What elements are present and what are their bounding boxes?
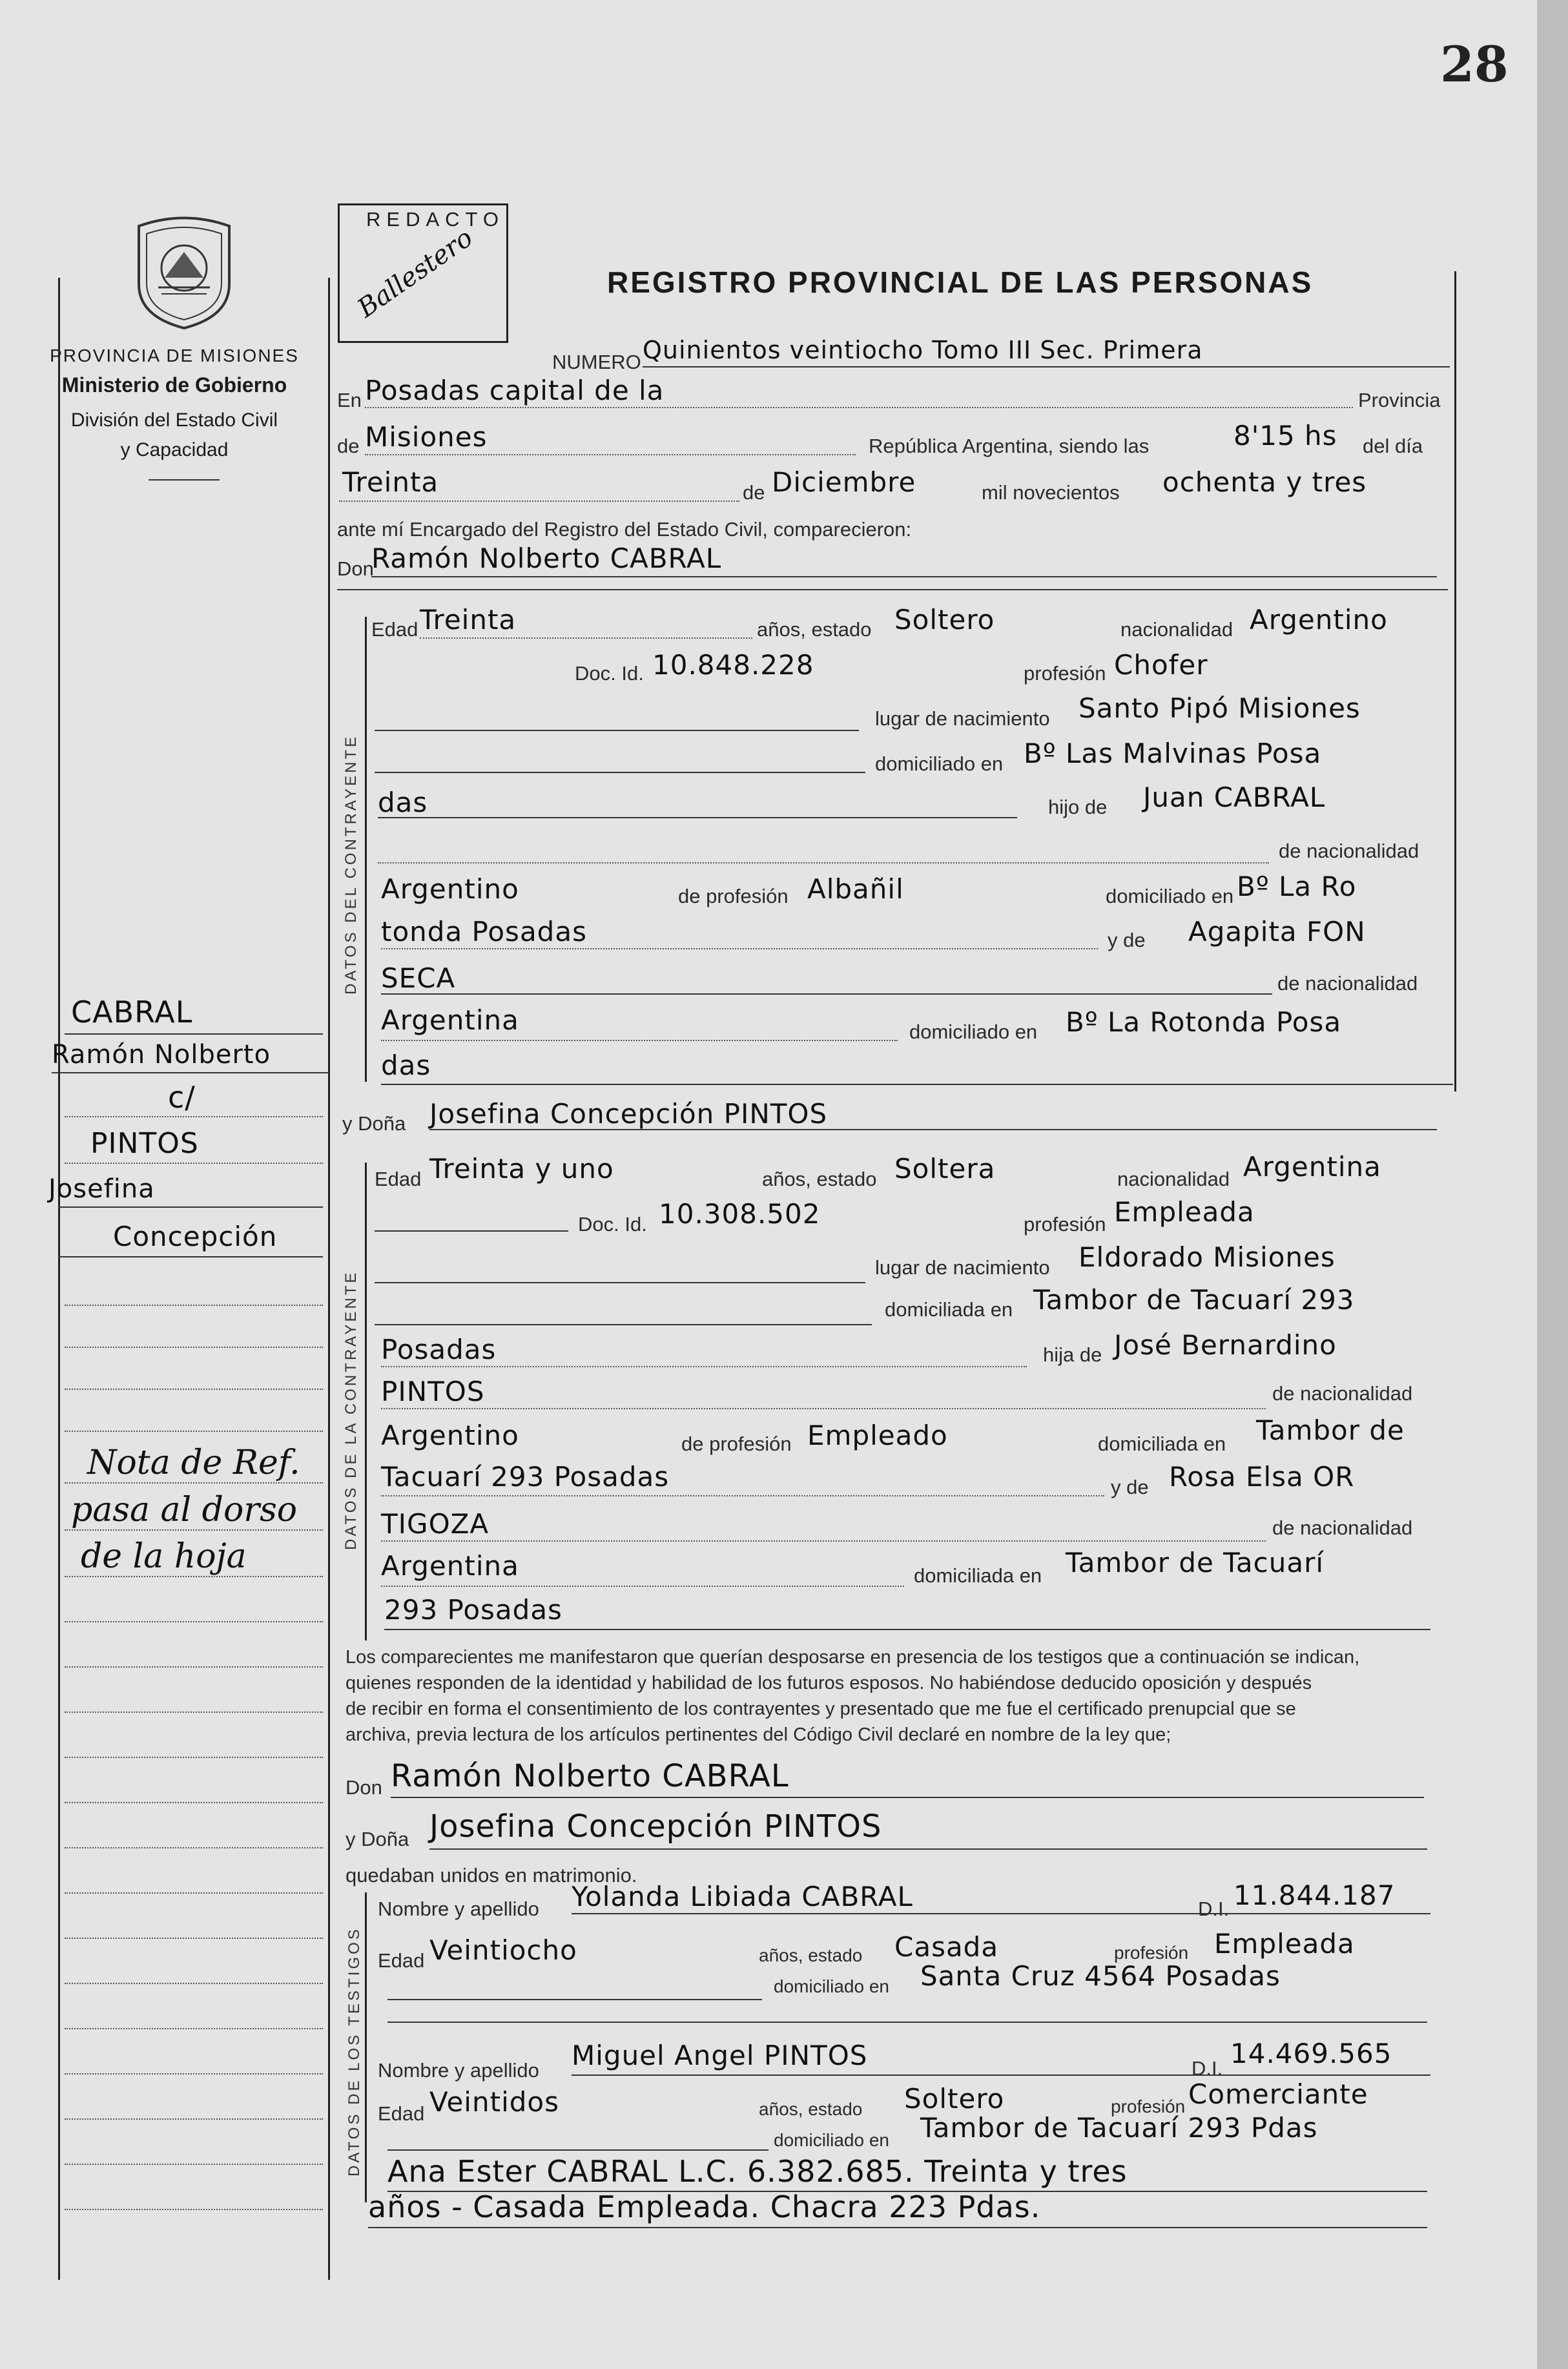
- testigo2-edad-label: Edad: [378, 2102, 425, 2125]
- profesion-label-2: profesión: [1024, 1213, 1106, 1236]
- de-profesion-label-2: de profesión: [681, 1433, 792, 1455]
- doc-label: Doc. Id.: [575, 662, 644, 685]
- line: [365, 407, 1353, 408]
- line: [375, 772, 865, 773]
- testigo2-doc-label: D.I.: [1191, 2057, 1223, 2080]
- line: [375, 1324, 872, 1325]
- dona-value-2: Josefina Concepción PINTOS: [429, 1808, 882, 1845]
- line: [65, 1529, 323, 1531]
- line: [572, 1913, 1430, 1914]
- line: [65, 2073, 323, 2074]
- madre-dom-cont-2: 293 Posadas: [384, 1594, 562, 1626]
- doc-value-2: 10.308.502: [659, 1198, 821, 1230]
- testigo2-dom-label: domiciliado en: [774, 2130, 889, 2150]
- redacto-signature: Ballestero: [352, 223, 479, 324]
- republica-label: República Argentina, siendo las: [869, 435, 1150, 457]
- margen-nombre-2a: Josefina: [48, 1174, 155, 1204]
- line: [65, 1938, 323, 1939]
- line: [387, 2022, 1427, 2023]
- testigo2-dom: Tambor de Tacuarí 293 Pdas: [920, 2112, 1318, 2144]
- declaracion-p2: quienes responden de la identidad y habilidad de los futuros esposos. No habiéndose deducido oposición y después: [346, 1673, 1312, 1693]
- edad-label-2: Edad: [375, 1168, 422, 1190]
- y-de-label-2: y de: [1111, 1476, 1149, 1498]
- line: [65, 1621, 323, 1622]
- testigo2-doc: 14.469.565: [1230, 2038, 1392, 2069]
- line: [65, 1847, 323, 1848]
- madre-cont-2: TIGOZA: [381, 1508, 490, 1540]
- de-nacionalidad-label-3: de nacionalidad: [1272, 1382, 1413, 1405]
- declaracion-p3: de recibir en forma el consentimiento de los contrayentes y presentado que me fue el certificado prenupcial que se: [346, 1699, 1296, 1719]
- margin-divider-line: [328, 278, 330, 2280]
- declaracion-p4: archiva, previa lectura de los artículos pertinentes del Código Civil declaré en nombre de la ley que;: [346, 1724, 1171, 1745]
- hijo-label: hijo de: [1048, 796, 1108, 818]
- line: [381, 1586, 904, 1587]
- provincial-seal-icon: [132, 213, 236, 329]
- line: [375, 1282, 865, 1283]
- line: [381, 1540, 1266, 1542]
- don-label-2: Don: [346, 1776, 382, 1799]
- provincia-value: Misiones: [365, 421, 488, 453]
- anio-value: ochenta y tres: [1162, 466, 1367, 498]
- domiciliada-label: domiciliada en: [885, 1298, 1013, 1321]
- line: [58, 1206, 323, 1208]
- line: [65, 2164, 323, 2165]
- line: [429, 1848, 1427, 1850]
- line: [643, 366, 1450, 367]
- testigo1-doc-label: D.I.: [1198, 1898, 1230, 1920]
- line: [381, 948, 1098, 949]
- hora-value: 8'15 hs: [1233, 420, 1337, 451]
- padre-dom-cont: tonda Posadas: [381, 916, 587, 947]
- padre-dom-cont-2: Tacuarí 293 Posadas: [381, 1461, 670, 1493]
- line: [387, 2149, 769, 2151]
- line: [65, 1431, 323, 1432]
- line: [365, 617, 367, 1082]
- estado-value-2: Soltera: [894, 1153, 996, 1184]
- padre-nac-value: Argentino: [381, 873, 519, 905]
- testigo2-edad: Veintidos: [429, 2086, 559, 2118]
- line: [381, 993, 1272, 995]
- line: [65, 1757, 323, 1758]
- padre-value: Juan CABRAL: [1143, 781, 1326, 813]
- y-de-label: y de: [1108, 929, 1146, 951]
- testigo3-linea1: Ana Ester CABRAL L.C. 6.382.685. Treinta y tres: [387, 2154, 1128, 2189]
- line: [365, 454, 856, 455]
- line: [65, 2118, 323, 2120]
- de-mes-label: de: [743, 481, 765, 504]
- madre-value: Agapita FON: [1188, 916, 1366, 947]
- testigo2-prof-label: profesión: [1111, 2096, 1186, 2116]
- testigos-section-label: DATOS DE LOS TESTIGOS: [346, 1927, 363, 2177]
- testigo1-nombre: Yolanda Libiada CABRAL: [572, 1881, 913, 1912]
- line: [65, 1033, 323, 1035]
- nacionalidad-value-2: Argentina: [1243, 1151, 1381, 1183]
- don-value-2: Ramón Nolberto CABRAL: [391, 1758, 789, 1794]
- line: [572, 2074, 1430, 2076]
- dona-value: Josefina Concepción PINTOS: [429, 1098, 828, 1130]
- line: [339, 501, 739, 502]
- dia-value: Treinta: [342, 466, 439, 498]
- mil-novecientos-label: mil novecientos: [982, 481, 1120, 504]
- line: [65, 1892, 323, 1894]
- del-dia-label: del día: [1363, 435, 1423, 457]
- en-label: En: [337, 389, 362, 411]
- edad-value: Treinta: [420, 604, 517, 636]
- testigo2-nombre: Miguel Angel PINTOS: [572, 2040, 868, 2071]
- provincia-label: Provincia: [1358, 389, 1441, 411]
- testigo2-estado-label: años, estado: [759, 2099, 863, 2119]
- padre-cont-2: PINTOS: [381, 1376, 485, 1407]
- madre-dom-label: domiciliado en: [909, 1020, 1038, 1043]
- lugar-nac-label: lugar de nacimiento: [875, 707, 1050, 730]
- testigo2-estado: Soltero: [904, 2083, 1005, 2115]
- page-number: 28: [1440, 36, 1509, 93]
- line: [65, 1983, 323, 1984]
- padre-dom-label: domiciliado en: [1106, 885, 1234, 907]
- nombre-label-1: Nombre y apellido: [378, 1898, 539, 1920]
- contrayente-section-label-2: DATOS DE LA CONTRAYENTE: [342, 1270, 360, 1550]
- don-label: Don: [337, 557, 374, 580]
- line: [365, 1163, 367, 1640]
- testigo1-doc: 11.844.187: [1233, 1879, 1396, 1911]
- line: [58, 1256, 323, 1257]
- line: [65, 1116, 323, 1117]
- contrayente-section-label: DATOS DEL CONTRAYENTE: [342, 734, 360, 995]
- madre-dom-value-2: Tambor de Tacuarí: [1066, 1547, 1325, 1578]
- testigo1-estado-label: años, estado: [759, 1945, 863, 1965]
- margen-conector: c/: [168, 1080, 196, 1115]
- numero-value: Quinientos veintiocho Tomo III Sec. Primera: [643, 336, 1203, 364]
- testigo3-linea2: años - Casada Empleada. Chacra 223 Pdas.: [368, 2189, 1041, 2224]
- anios-estado-label-2: años, estado: [762, 1168, 877, 1190]
- division-label-2: y Capacidad: [120, 439, 229, 460]
- line: [381, 1495, 1104, 1496]
- line: [381, 1408, 1266, 1409]
- madre-dom-label-2: domiciliada en: [914, 1564, 1042, 1587]
- profesion-label: profesión: [1024, 662, 1106, 685]
- testigo1-dom-label: domiciliado en: [774, 1976, 889, 1996]
- line: [378, 817, 1017, 818]
- testigo1-prof: Empleada: [1214, 1928, 1355, 1960]
- madre-nac-value-2: Argentina: [381, 1550, 519, 1582]
- dona-label: y Doña: [342, 1112, 406, 1135]
- testigo1-edad-label: Edad: [378, 1949, 425, 1972]
- padre-prof-value: Albañil: [807, 873, 904, 905]
- line: [371, 576, 1437, 577]
- quedaban-text: quedaban unidos en matrimonio.: [346, 1864, 637, 1887]
- margen-nota-2: pasa al dorso: [71, 1491, 298, 1529]
- testigo1-dom: Santa Cruz 4564 Posadas: [920, 1960, 1281, 1992]
- padre-value-2: José Bernardino: [1114, 1329, 1337, 1361]
- padre-dom-value: Bº La Ro: [1237, 871, 1357, 902]
- domiciliado-label: domiciliado en: [875, 752, 1004, 775]
- line: [52, 1072, 329, 1073]
- line: [65, 1576, 323, 1577]
- division-label: División del Estado Civil: [70, 409, 278, 431]
- madre-nac-value: Argentina: [381, 1004, 519, 1036]
- estado-value: Soltero: [894, 604, 995, 636]
- line: [65, 1802, 323, 1803]
- anios-estado-label: años, estado: [757, 618, 872, 641]
- line: [387, 1999, 762, 2000]
- padre-nac-value-2: Argentino: [381, 1420, 519, 1451]
- divider: [149, 479, 220, 481]
- lugar-value: Posadas capital de la: [365, 375, 665, 406]
- line: [65, 1347, 323, 1348]
- line: [65, 2028, 323, 2029]
- margen-apellido-1: CABRAL: [71, 995, 193, 1029]
- dona-label-2: y Doña: [346, 1828, 409, 1850]
- doc-label-2: Doc. Id.: [578, 1213, 647, 1236]
- line: [65, 1389, 323, 1390]
- line: [429, 1129, 1437, 1130]
- line: [378, 862, 1269, 864]
- domicilio-value: Bº Las Malvinas Posa: [1024, 738, 1322, 769]
- line: [375, 730, 859, 731]
- numero-label: NUMERO: [552, 351, 641, 373]
- testigo1-edad: Veintiocho: [429, 1934, 577, 1966]
- right-border-line: [1454, 271, 1456, 1091]
- domicilio-cont-2: Posadas: [381, 1334, 497, 1365]
- hija-label: hija de: [1043, 1343, 1102, 1366]
- testigo2-prof: Comerciante: [1188, 2078, 1368, 2110]
- ante-mi-text: ante mí Encargado del Registro del Estado Civil, comparecieron:: [337, 518, 912, 541]
- nacionalidad-label-2: nacionalidad: [1117, 1168, 1230, 1190]
- domicilio-value-2: Tambor de Tacuarí 293: [1033, 1284, 1355, 1316]
- redacto-label: REDACTO: [366, 208, 505, 231]
- line: [375, 1230, 568, 1232]
- profesion-value-2: Empleada: [1114, 1196, 1255, 1228]
- margen-nota-1: Nota de Ref.: [87, 1443, 300, 1482]
- margen-nota-3: de la hoja: [81, 1537, 247, 1576]
- don-value: Ramón Nolberto CABRAL: [371, 543, 722, 574]
- left-margin-line: [58, 278, 60, 2280]
- domicilio-cont: das: [378, 787, 428, 818]
- lugar-nac-value: Santo Pipó Misiones: [1078, 692, 1361, 724]
- line: [337, 589, 1448, 590]
- margen-nombre-1: Ramón Nolberto: [52, 1040, 271, 1070]
- de-nacionalidad-label-4: de nacionalidad: [1272, 1516, 1413, 1539]
- madre-cont: SECA: [381, 962, 456, 994]
- page-edge: [1537, 0, 1568, 2369]
- line: [420, 637, 752, 639]
- nacionalidad-value: Argentino: [1250, 604, 1388, 636]
- declaracion-p1: Los comparecientes me manifestaron que querían desposarse en presencia de los testigos que a continuación se indican,: [346, 1647, 1360, 1668]
- line: [384, 1629, 1430, 1630]
- de-profesion-label: de profesión: [678, 885, 789, 907]
- padre-prof-value-2: Empleado: [807, 1420, 948, 1451]
- line: [365, 1892, 367, 2202]
- line: [391, 1797, 1424, 1798]
- madre-dom-cont: das: [381, 1050, 431, 1081]
- line: [65, 1163, 323, 1164]
- line: [65, 1482, 323, 1484]
- de-nacionalidad-label-2: de nacionalidad: [1277, 972, 1418, 995]
- line: [65, 2209, 323, 2210]
- line: [381, 1084, 1453, 1085]
- madre-value-2: Rosa Elsa OR: [1169, 1461, 1355, 1493]
- nombre-label-2: Nombre y apellido: [378, 2059, 539, 2082]
- margen-nombre-2b: Concepción: [113, 1221, 278, 1252]
- lugar-nac-label-2: lugar de nacimiento: [875, 1256, 1050, 1279]
- edad-label: Edad: [371, 618, 418, 641]
- madre-dom-value: Bº La Rotonda Posa: [1066, 1006, 1342, 1038]
- edad-value-2: Treinta y uno: [429, 1153, 614, 1184]
- line: [368, 2227, 1427, 2228]
- padre-dom-value-2: Tambor de: [1256, 1414, 1405, 1446]
- ministry-label: Ministerio de Gobierno: [61, 373, 287, 397]
- line: [65, 1712, 323, 1713]
- doc-value: 10.848.228: [652, 649, 814, 681]
- mes-value: Diciembre: [772, 466, 916, 498]
- line: [65, 1666, 323, 1668]
- province-label: PROVINCIA DE MISIONES: [50, 346, 299, 366]
- document-title: REGISTRO PROVINCIAL DE LAS PERSONAS: [607, 265, 1314, 299]
- testigo1-estado: Casada: [894, 1931, 999, 1963]
- profesion-value: Chofer: [1114, 649, 1208, 681]
- padre-dom-label-2: domiciliada en: [1098, 1433, 1226, 1455]
- line: [65, 1305, 323, 1306]
- de-nacionalidad-label: de nacionalidad: [1279, 840, 1419, 862]
- margen-apellido-2: PINTOS: [90, 1127, 199, 1160]
- testigo1-prof-label: profesión: [1114, 1943, 1189, 1963]
- line: [381, 1040, 898, 1041]
- de-label: de: [337, 435, 360, 457]
- nacionalidad-label: nacionalidad: [1120, 618, 1233, 641]
- line: [381, 1366, 1027, 1367]
- lugar-nac-value-2: Eldorado Misiones: [1078, 1241, 1336, 1273]
